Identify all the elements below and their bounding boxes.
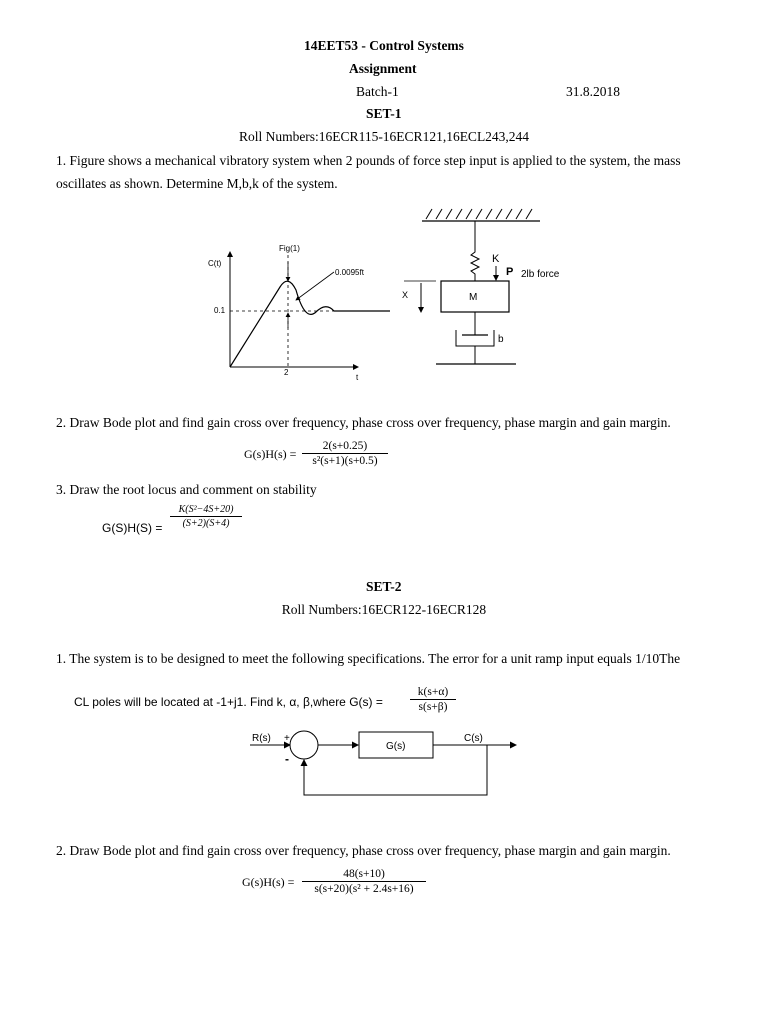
output-label: C(s)	[464, 733, 483, 744]
set1-q3: 3. Draw the root locus and comment on stability	[56, 482, 317, 497]
overshoot-pointer	[296, 272, 334, 300]
set2-q2-fraction	[302, 867, 426, 896]
minus-sign: -	[285, 752, 289, 766]
set2-q1-denominator: s(s+β)	[418, 701, 448, 713]
set1-figure	[0, 195, 768, 395]
plot-ylabel: C(t)	[208, 259, 222, 268]
block-diagram	[0, 725, 768, 800]
batch-label: Batch-1	[356, 84, 399, 99]
date-label: 31.8.2018	[566, 84, 620, 99]
assignment-heading: Assignment	[349, 61, 417, 76]
response-curve	[230, 281, 390, 367]
spring-label: K	[492, 253, 500, 265]
set1-q3-denominator: (S+2)(S+4)	[182, 518, 230, 529]
set1-q3-fraction	[170, 503, 242, 530]
set1-q3-numerator: K(S²−4S+20)	[178, 504, 234, 515]
summing-junction	[290, 731, 318, 759]
set1-q1-line1: 1. Figure shows a mechanical vibratory system when 2 pounds of force step input is applied to the system, the mass	[56, 153, 681, 168]
set1-q2-numerator: 2(s+0.25)	[322, 440, 368, 452]
damper-label: b	[498, 334, 504, 345]
plant-label: G(s)	[386, 741, 406, 752]
set1-title: SET-1	[366, 106, 402, 121]
set2-roll-numbers: Roll Numbers:16ECR122-16ECR128	[281, 602, 487, 617]
course-title: 14EET53 - Control Systems	[304, 38, 464, 53]
plot-y-tick: 0.1	[214, 306, 226, 315]
set2-q1-numerator: k(s+α)	[417, 686, 449, 698]
set2-q1-line2: CL poles will be located at -1+j1. Find k, α, β,where G(s) =	[74, 695, 383, 709]
set1-roll-numbers: Roll Numbers:16ECR115-16ECR121,16ECL243,244	[238, 129, 530, 144]
force-p-label: P	[506, 266, 514, 278]
set2-q1-fraction	[410, 685, 456, 714]
set2-q2-denominator: s(s+20)(s² + 2.4s+16)	[314, 883, 414, 895]
input-label: R(s)	[252, 733, 271, 744]
wall-hatching	[426, 209, 532, 219]
set1-q2-fraction	[302, 439, 388, 468]
mass-label: M	[469, 292, 478, 303]
set1-q2-lhs: G(s)H(s) =	[244, 447, 297, 461]
set2-q1-line1: 1. The system is to be designed to meet the following specifications. The error for a unit ramp input equals 1/10The	[56, 651, 681, 666]
plus-sign: +	[284, 733, 290, 744]
fig-label: Fig(1)	[279, 244, 300, 253]
force-label: 2lb force	[521, 269, 560, 280]
set1-q2: 2. Draw Bode plot and find gain cross over frequency, phase cross over frequency, phase margin and gain margin.	[56, 415, 671, 430]
spring	[471, 221, 479, 281]
set2-q2: 2. Draw Bode plot and find gain cross over frequency, phase cross over frequency, phase margin and gain margin.	[56, 843, 671, 858]
set2-q2-numerator: 48(s+10)	[343, 868, 385, 880]
plot-x-tick: 2	[284, 368, 289, 377]
set1-q1-line2: oscillates as shown. Determine M,b,k of the system.	[56, 176, 338, 191]
overshoot-label: 0.0095ft	[335, 268, 364, 277]
displacement-label: X	[402, 290, 409, 300]
set1-q3-lhs: G(S)H(S) =	[102, 521, 163, 535]
set1-q2-denominator: s²(s+1)(s+0.5)	[312, 455, 378, 467]
plot-xlabel: t	[356, 373, 359, 382]
set2-title: SET-2	[366, 579, 402, 594]
set2-q2-lhs: G(s)H(s) =	[242, 875, 295, 889]
